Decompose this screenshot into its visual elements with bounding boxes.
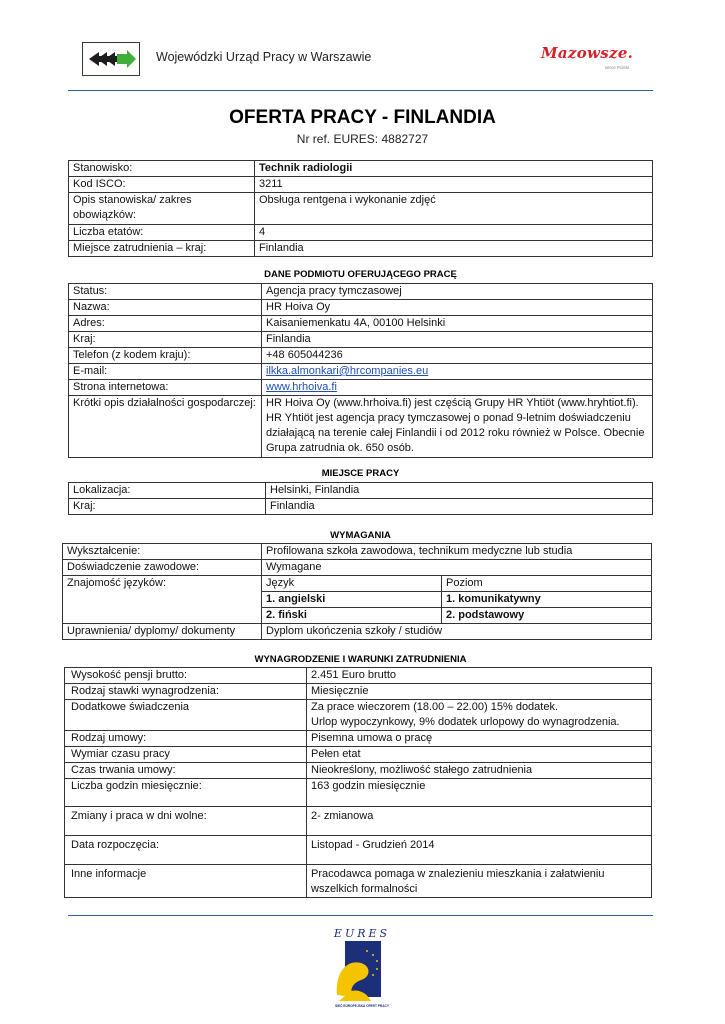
table-row bbox=[69, 483, 653, 499]
brand-logo-subtext: serce Polski bbox=[604, 65, 629, 70]
requirement-value: Profilowana szkoła zawodowa, technikum medyczne lub studia bbox=[262, 544, 652, 560]
language-name: 2. fiński bbox=[262, 608, 442, 624]
table-row bbox=[65, 865, 652, 898]
table-row bbox=[69, 241, 653, 257]
level-column-header: Poziom bbox=[442, 576, 652, 592]
place-label: Kraj: bbox=[69, 499, 266, 515]
table-row bbox=[69, 499, 653, 515]
email-link[interactable]: ilkka.almonkari@hrcompanies.eu bbox=[266, 365, 429, 377]
salary-value: 163 godzin miesięcznie bbox=[307, 779, 652, 807]
table-row bbox=[69, 225, 653, 241]
employer-label: Telefon (z kodem kraju): bbox=[69, 348, 262, 364]
salary-label: Liczba godzin miesięcznie: bbox=[65, 779, 307, 807]
place-value: Helsinki, Finlandia bbox=[266, 483, 653, 499]
salary-heading: WYNAGRODZENIE I WARUNKI ZATRUDNIENIA bbox=[254, 654, 467, 665]
requirement-label: Uprawnienia/ dyplomy/ dokumenty bbox=[63, 624, 262, 640]
job-value: Technik radiologii bbox=[255, 161, 653, 177]
job-value: Finlandia bbox=[255, 241, 653, 257]
salary-value: Pełen etat bbox=[307, 747, 652, 763]
employer-table bbox=[68, 283, 653, 458]
language-column-header: Język bbox=[262, 576, 442, 592]
job-label: Kod ISCO: bbox=[69, 177, 255, 193]
employer-label: Status: bbox=[69, 284, 262, 300]
employer-label: Strona internetowa: bbox=[69, 380, 262, 396]
employer-value: HR Hoiva Oy bbox=[262, 300, 653, 316]
salary-label: Data rozpoczęcia: bbox=[65, 836, 307, 865]
footer-divider bbox=[68, 915, 653, 916]
table-row bbox=[65, 836, 652, 865]
eures-logo bbox=[331, 925, 393, 1015]
requirement-label: Wykształcenie: bbox=[63, 544, 262, 560]
arrows-icon bbox=[83, 43, 139, 75]
job-label: Opis stanowiska/ zakres obowiązków: bbox=[69, 193, 255, 225]
table-row bbox=[65, 684, 652, 700]
job-label: Stanowisko: bbox=[69, 161, 255, 177]
salary-value: 2- zmianowa bbox=[307, 807, 652, 836]
table-row bbox=[69, 332, 653, 348]
salary-value: Pisemna umowa o pracę bbox=[307, 731, 652, 747]
table-row bbox=[65, 747, 652, 763]
employer-label: Nazwa: bbox=[69, 300, 262, 316]
salary-label: Rodzaj stawki wynagrodzenia: bbox=[65, 684, 307, 700]
table-row bbox=[69, 177, 653, 193]
requirement-value: Dyplom ukończenia szkoły / studiów bbox=[262, 624, 652, 640]
requirement-label: Znajomość języków: bbox=[63, 576, 262, 624]
eures-logo-text: EURES bbox=[333, 927, 391, 940]
table-row bbox=[69, 193, 653, 225]
reference-number: Nr ref. EURES: 4882727 bbox=[296, 132, 429, 146]
employer-heading: DANE PODMIOTU OFERUJĄCEGO PRACĘ bbox=[264, 269, 457, 280]
place-value: Finlandia bbox=[266, 499, 653, 515]
salary-label: Dodatkowe świadczenia bbox=[65, 700, 307, 731]
header-divider bbox=[68, 90, 653, 91]
eures-logo-subtext: SIEĆ EUROPEJSKA OFERT PRACY bbox=[335, 1004, 389, 1008]
employer-label: Kraj: bbox=[69, 332, 262, 348]
eures-emblem-icon bbox=[331, 925, 393, 1015]
job-label: Miejsce zatrudnienia – kraj: bbox=[69, 241, 255, 257]
place-table bbox=[68, 482, 653, 515]
employer-value bbox=[262, 364, 653, 380]
page-title: OFERTA PRACY - FINLANDIA bbox=[229, 107, 496, 128]
document-header bbox=[68, 30, 653, 90]
employer-value: Kaisaniemenkatu 4A, 00100 Helsinki bbox=[262, 316, 653, 332]
place-label: Lokalizacja: bbox=[69, 483, 266, 499]
employer-value bbox=[262, 380, 653, 396]
salary-label: Czas trwania umowy: bbox=[65, 763, 307, 779]
language-level: 2. podstawowy bbox=[442, 608, 652, 624]
table-row bbox=[65, 807, 652, 836]
job-value: Obsługa rentgena i wykonanie zdjęć bbox=[255, 193, 653, 225]
salary-value: Listopad - Grudzień 2014 bbox=[307, 836, 652, 865]
table-row bbox=[65, 731, 652, 747]
salary-value: Miesięcznie bbox=[307, 684, 652, 700]
employer-label: Adres: bbox=[69, 316, 262, 332]
salary-value: Pracodawca pomaga w znalezieniu mieszkania i załatwieniu wszelkich formalności bbox=[307, 865, 652, 898]
employer-value: Finlandia bbox=[262, 332, 653, 348]
table-row bbox=[69, 300, 653, 316]
salary-value-line: Za prace wieczorem (18.00 – 22.00) 15% dodatek. bbox=[311, 701, 559, 713]
salary-table bbox=[64, 667, 652, 898]
requirements-table bbox=[62, 543, 652, 640]
job-table bbox=[68, 160, 653, 257]
language-name: 1. angielski bbox=[262, 592, 442, 608]
table-row bbox=[69, 364, 653, 380]
table-row bbox=[63, 624, 652, 640]
language-level: 1. komunikatywny bbox=[442, 592, 652, 608]
salary-label: Wymiar czasu pracy bbox=[65, 747, 307, 763]
salary-label: Rodzaj umowy: bbox=[65, 731, 307, 747]
job-value: 3211 bbox=[255, 177, 653, 193]
employer-value: +48 605044236 bbox=[262, 348, 653, 364]
job-label: Liczba etatów: bbox=[69, 225, 255, 241]
requirement-label: Doświadczenie zawodowe: bbox=[63, 560, 262, 576]
brand-logo-text: Mazowsze. bbox=[541, 44, 634, 62]
table-row bbox=[69, 396, 653, 458]
table-row bbox=[69, 380, 653, 396]
requirements-heading: WYMAGANIA bbox=[330, 530, 391, 541]
salary-value: Nieokreślony, możliwość stałego zatrudnienia bbox=[307, 763, 652, 779]
table-row bbox=[63, 576, 652, 592]
salary-label: Inne informacje bbox=[65, 865, 307, 898]
requirement-value: Wymagane bbox=[262, 560, 652, 576]
table-row bbox=[65, 700, 652, 731]
employer-value: HR Hoiva Oy (www.hrhoiva.fi) jest częścią Grupy HR Yhtiöt (www.hryhtiot.fi). HR Yhtiöt jest agencja pracy tymczasowej o ponad 9-letnim doświadczeniu działającą na terenie całej Finlandii i od 2012 roku również w Polsce. Obecnie Grupa zatrudnia ok. 650 osób. bbox=[262, 396, 653, 458]
salary-label: Wysokość pensji brutto: bbox=[65, 668, 307, 684]
salary-value: 2.451 Euro brutto bbox=[307, 668, 652, 684]
table-row bbox=[65, 779, 652, 807]
table-row bbox=[65, 763, 652, 779]
mazowsze-logo bbox=[541, 44, 637, 76]
table-row bbox=[65, 668, 652, 684]
salary-label: Zmiany i praca w dni wolne: bbox=[65, 807, 307, 836]
employer-value: Agencja pracy tymczasowej bbox=[262, 284, 653, 300]
wup-logo bbox=[82, 42, 140, 76]
job-value: 4 bbox=[255, 225, 653, 241]
place-heading: MIEJSCE PRACY bbox=[321, 468, 400, 479]
organization-name: Wojewódzki Urząd Pracy w Warszawie bbox=[156, 50, 372, 64]
table-row bbox=[63, 544, 652, 560]
table-row bbox=[69, 348, 653, 364]
salary-value-line: Urlop wypoczynkowy, 9% dodatek urlopowy do wynagrodzenia. bbox=[311, 716, 620, 728]
table-row bbox=[63, 560, 652, 576]
table-row bbox=[69, 316, 653, 332]
employer-label: Krótki opis działalności gospodarczej: bbox=[69, 396, 262, 458]
table-row bbox=[69, 284, 653, 300]
salary-value bbox=[307, 700, 652, 731]
employer-label: E-mail: bbox=[69, 364, 262, 380]
table-row bbox=[69, 161, 653, 177]
website-link[interactable]: www.hrhoiva.fi bbox=[266, 381, 337, 393]
